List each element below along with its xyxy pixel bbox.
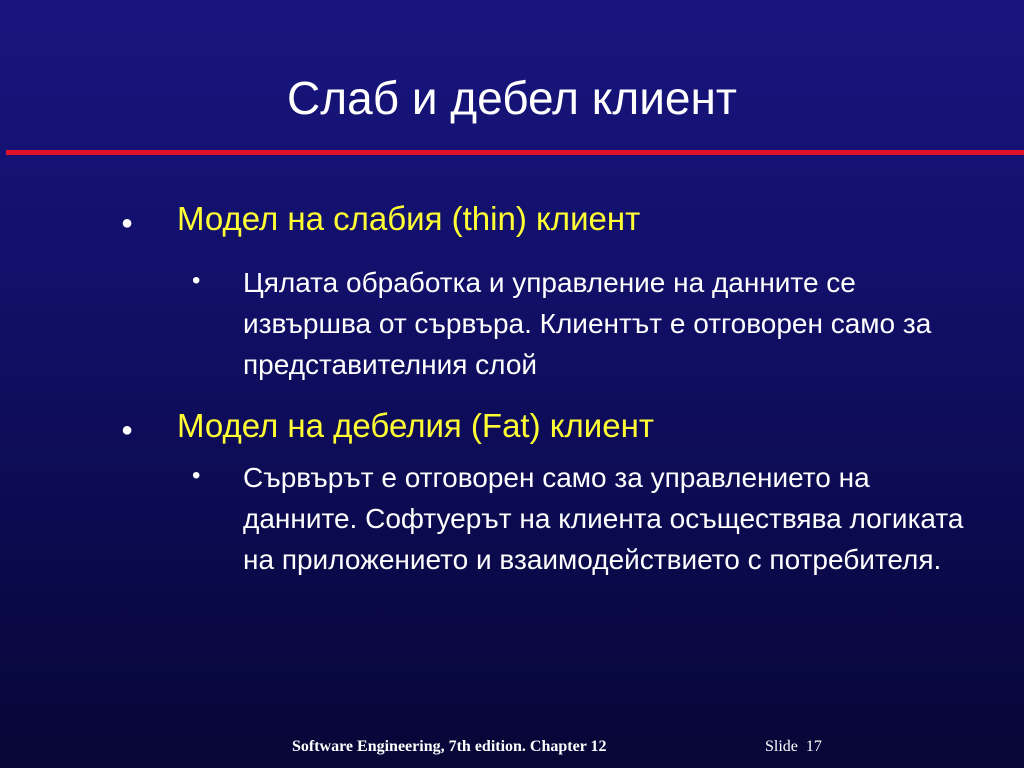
bullet-thin-client: Модел на слабия (thin) клиент [177, 200, 641, 237]
sub-bullet-fat-client-description: Сървърът е отговорен само за управлението на данните. Софтуерът на клиента осъществява логиката на приложението и взаимодействието с потребителя. [243, 462, 964, 575]
sub-bullet-marker: • [192, 462, 201, 489]
slide-title: Слаб и дебел клиент [287, 72, 737, 124]
slide-number: 17 [805, 738, 822, 755]
slide-label: Slide [765, 738, 798, 755]
footer-book-title: Software Engineering, 7th edition. Chapter 12 [292, 738, 607, 755]
sub-bullet-thin-client-description: Цялата обработка и управление на данните се извършва от сървъра. Клиентът е отговорен само за представителния слой [243, 267, 932, 380]
sub-bullet-marker: • [192, 267, 201, 294]
bullet-marker: ● [121, 419, 134, 441]
bullet-marker: ● [121, 212, 134, 234]
bullet-fat-client: Модел на дебелия (Fat) клиент [177, 407, 654, 444]
footer-slide-number [765, 736, 822, 758]
title-divider [6, 150, 1024, 155]
